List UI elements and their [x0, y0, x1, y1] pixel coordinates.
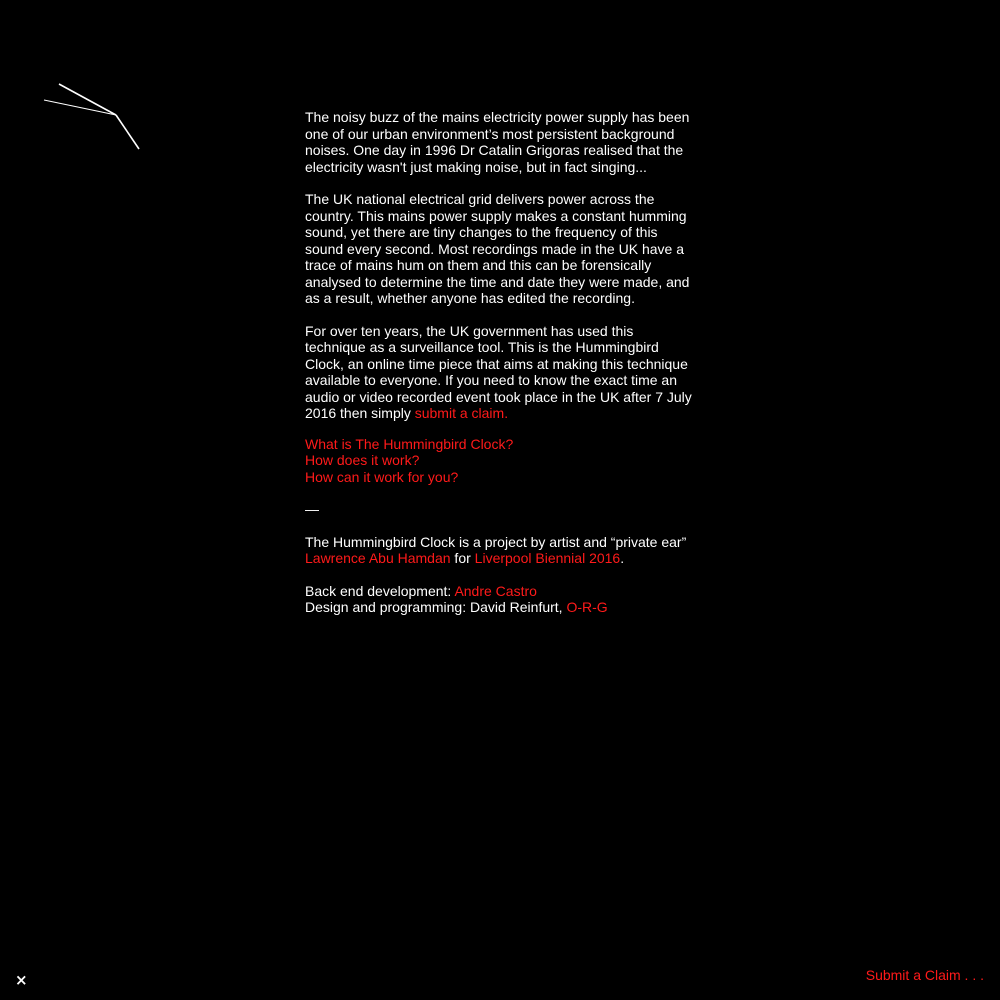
main-content [305, 109, 697, 616]
intro-paragraph-3 [305, 323, 697, 422]
hummingbird-clock-icon [40, 80, 150, 155]
how-does-it-work-link[interactable]: How does it work? [305, 452, 420, 468]
clock-hand-minute [44, 100, 116, 115]
submit-claim-button[interactable]: Submit a Claim . . . [865, 967, 984, 983]
credits-project [305, 534, 697, 567]
backend-label: Back end development: [305, 582, 455, 599]
clock-hand-second [116, 115, 139, 149]
divider: — [305, 501, 319, 517]
intro-paragraph-3-text: For over ten years, the UK government has used this technique as a surveillance tool. This is the Hummingbird Clock, an online time piece that aims at making this technique available to everyone. If you need to know the exact time an audio or video recorded event took place in the UK after 7 July 2016 then simply [305, 322, 692, 421]
credits-backend [305, 583, 697, 600]
submit-claim-link[interactable]: submit a claim. [414, 405, 509, 421]
org-link[interactable]: O-R-G [566, 599, 608, 615]
how-can-it-work-link[interactable]: How can it work for you? [305, 468, 459, 485]
intro-paragraph-1: The noisy buzz of the mains electricity power supply has been one of our urban environment’s most persistent background noises. One day in 1996 Dr Catalin Grigoras realised that the electricity wasn't just making noise, but in fact singing... [305, 109, 690, 175]
credits-project-text: The Hummingbird Clock is a project by artist and “private ear” [305, 533, 687, 550]
credits-design [305, 599, 697, 616]
close-icon[interactable]: × [15, 971, 28, 989]
biennial-link[interactable]: Liverpool Biennial 2016 [474, 550, 621, 566]
clock-hand-hour [59, 84, 116, 115]
what-is-link[interactable]: What is The Hummingbird Clock? [305, 435, 514, 452]
backend-developer-link[interactable]: Andre Castro [454, 582, 537, 599]
faq-links [305, 436, 697, 486]
intro-paragraph-2: The UK national electrical grid delivers power across the country. This mains power supply makes a constant humming sound, yet there are tiny changes to the frequency of this sound every second. Most recordings made in the UK have a trace of mains hum on them and this can be forensically analysed to determine the time and date they were made, and as a result, whether anyone has edited the recording. [305, 191, 690, 306]
credits-period: . [620, 550, 625, 566]
design-label: Design and programming: David Reinfurt, [305, 599, 567, 615]
credits-for-text: for [450, 550, 475, 566]
artist-link[interactable]: Lawrence Abu Hamdan [305, 550, 451, 566]
